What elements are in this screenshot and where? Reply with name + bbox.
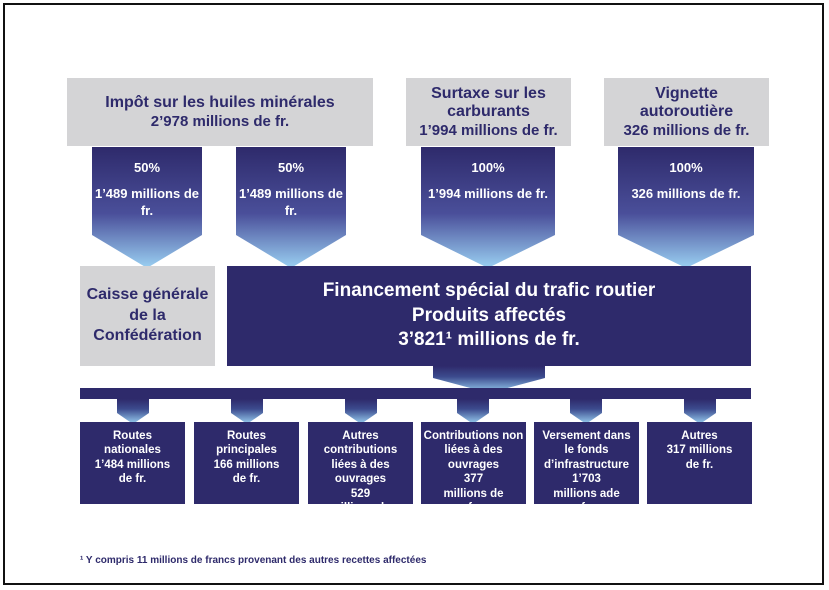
- destination-value: 529 millions de fr.: [330, 487, 391, 529]
- source-value: 1’994 millions de fr.: [419, 121, 558, 139]
- destination-label: Contributions non liées à des ouvrages: [423, 430, 524, 471]
- financement-total: 3’821¹ millions de fr.: [398, 329, 580, 351]
- arrow-label-4: [618, 160, 754, 203]
- destination-autres: [647, 422, 752, 504]
- financement-subtitle: Produits affectés: [411, 304, 567, 326]
- financement-special-box: [227, 266, 751, 366]
- destination-label: Autres: [681, 430, 718, 442]
- source-title: Surtaxe sur les carburants: [431, 84, 546, 121]
- source-value: 326 millions de fr.: [623, 121, 750, 139]
- source-title: Vignette autoroutière: [639, 84, 734, 121]
- arrow-pct: 100%: [669, 160, 703, 175]
- caisse-generale-box: Caisse générale de la Confédération: [80, 266, 215, 366]
- connector-dest-2: [231, 399, 263, 424]
- destination-value: 166 millions de fr.: [213, 458, 280, 486]
- destination-fonds-infrastructure: [534, 422, 639, 514]
- connector-dest-1: [117, 399, 149, 424]
- arrow-pct: 50%: [133, 160, 161, 175]
- connector-dest-6: [684, 399, 716, 424]
- arrow-amount: 326 millions de fr.: [631, 186, 741, 202]
- arrow-label-3: [421, 160, 555, 203]
- connector-dest-4: [457, 399, 489, 424]
- destination-routes-nationales: [80, 422, 185, 504]
- destination-label: Autres contributions liées à des ouvrages: [323, 430, 398, 486]
- arrow-label-1: [92, 160, 202, 219]
- source-title: Impôt sur les huiles minérales: [105, 94, 335, 112]
- arrow-pct: 50%: [277, 160, 305, 175]
- financement-title: Financement spécial du trafic routier: [322, 279, 656, 301]
- source-value: 2’978 millions de fr.: [150, 112, 290, 130]
- arrow-amount: 1’489 millions de fr.: [94, 186, 200, 218]
- destination-value: 317 millions de fr.: [666, 444, 733, 471]
- destination-routes-principales: [194, 422, 299, 504]
- arrow-amount: 1’489 millions de fr.: [238, 186, 344, 218]
- distribution-bar: [80, 388, 751, 399]
- destination-autres-contributions-liees: [308, 422, 413, 529]
- destination-value: 377 millions de fr.: [443, 473, 504, 514]
- arrow-pct: 100%: [471, 160, 505, 175]
- destination-value: 1’484 millions de fr.: [94, 458, 171, 486]
- connector-dest-3: [345, 399, 377, 424]
- destination-contributions-non-liees: [421, 422, 526, 514]
- footnote: ¹ Y compris 11 millions de francs provenant des autres recettes affectées: [80, 555, 427, 566]
- destination-value: 1’703 millions ade fr.: [553, 473, 620, 514]
- destination-label: Routes principales: [216, 430, 277, 457]
- destination-label: Routes nationales: [104, 430, 161, 457]
- destination-label: Versement dans le fonds d’infrastructure: [542, 430, 631, 471]
- arrow-label-2: [236, 160, 346, 219]
- arrow-amount: 1’994 millions de fr.: [428, 186, 548, 202]
- connector-dest-5: [570, 399, 602, 424]
